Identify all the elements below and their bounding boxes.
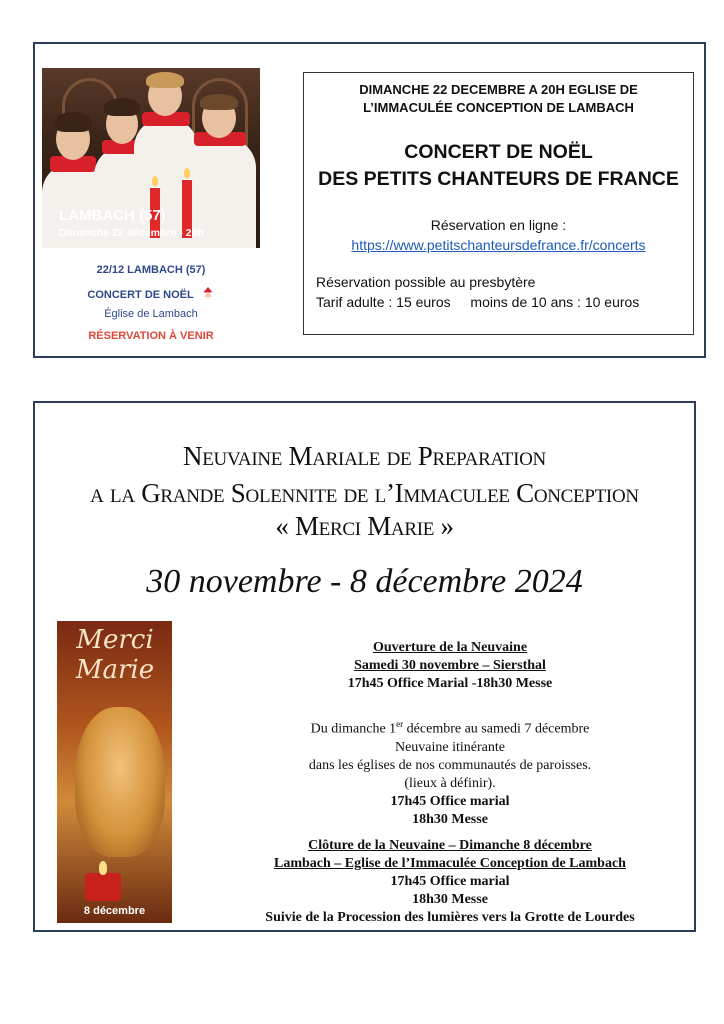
- neuvaine-box: [33, 401, 696, 932]
- itinerant-dates-end: décembre au samedi 7 décembre: [403, 721, 590, 737]
- concert-header: [304, 81, 693, 117]
- tariff-adult: Tarif adulte : 15 euros: [316, 294, 451, 310]
- itinerant-dates-start: Du dimanche 1: [310, 721, 397, 737]
- promo-date-city: 22/12 LAMBACH (57): [96, 264, 206, 276]
- poster-date: 8 décembre: [83, 905, 146, 917]
- neuvaine-dates: 30 novembre - 8 décembre 2024: [146, 563, 583, 600]
- neuvaine-title-line2: a la Grande Solennite de l’Immaculee Conception: [90, 478, 639, 508]
- poster-title: [63, 625, 167, 685]
- promo-reservation-status: RÉSERVATION À VENIR: [88, 330, 214, 342]
- opening-date: Samedi 30 novembre – Siersthal: [354, 658, 546, 673]
- tariff-info: [316, 272, 639, 312]
- itinerant-dates: [230, 715, 670, 739]
- promo-church: Église de Lambach: [104, 308, 198, 320]
- mary-statue-face: [75, 707, 165, 857]
- candle-flame: [184, 168, 190, 178]
- opening-section: [230, 639, 670, 693]
- tariff-line: [316, 292, 639, 312]
- closing-office: 17h45 Office marial: [390, 874, 510, 889]
- merci-marie-poster: [57, 621, 172, 923]
- candle-flame: [152, 176, 158, 186]
- online-reservation: [304, 215, 693, 255]
- promo-concert-text: CONCERT DE NOËL: [87, 289, 194, 301]
- neuvaine-title-line1: Neuvaine Mariale de Preparation: [183, 441, 546, 471]
- santa-icon: [201, 286, 215, 300]
- neuvaine-title-line3: « Merci Marie »: [275, 511, 454, 541]
- closing-title: Clôture de la Neuvaine – Dimanche 8 décembre: [308, 838, 592, 853]
- concert-header-line: L’IMMACULÉE CONCEPTION DE LAMBACH: [363, 100, 634, 115]
- closing-mass: 18h30 Messe: [412, 892, 488, 907]
- concert-title-line: DES PETITS CHANTEURS DE FRANCE: [318, 168, 679, 190]
- photo-city-label: LAMBACH (57): [59, 207, 166, 224]
- presbytere-reservation: Réservation possible au presbytère: [316, 274, 536, 290]
- itinerant-label: Neuvaine itinérante: [394, 739, 505, 755]
- candle: [85, 873, 121, 901]
- ordinal-suffix: er: [396, 719, 404, 729]
- closing-section: [230, 837, 670, 927]
- concert-promo-card: [42, 68, 260, 346]
- concert-header-line: DIMANCHE 22 DECEMBRE A 20H EGLISE DE: [359, 82, 638, 97]
- poster-title-line: Merci: [76, 625, 154, 655]
- reservation-label: Réservation en ligne :: [430, 217, 567, 233]
- itinerant-section: [230, 715, 670, 829]
- concert-box: [33, 42, 706, 358]
- closing-procession: Suivie de la Procession des lumières vers la Grotte de Lourdes: [265, 910, 635, 925]
- itinerant-location: dans les églises de nos communautés de paroisses.: [308, 757, 592, 773]
- concert-info-panel: [303, 72, 694, 335]
- closing-location: Lambach – Eglise de l’Immaculée Conception de Lambach: [274, 856, 626, 871]
- itinerant-mass: 18h30 Messe: [412, 811, 488, 827]
- poster-title-line: Marie: [75, 655, 155, 685]
- candle-flame: [99, 861, 107, 875]
- promo-concert-title: [42, 286, 260, 301]
- opening-schedule: 17h45 Office Marial -18h30 Messe: [347, 676, 553, 691]
- reservation-link[interactable]: https://www.petitschanteursdefrance.fr/concerts: [351, 237, 646, 253]
- opening-title: Ouverture de la Neuvaine: [372, 640, 528, 655]
- concert-title-line: CONCERT DE NOËL: [404, 141, 593, 163]
- itinerant-note: (lieux à définir).: [404, 775, 496, 791]
- tariff-child: moins de 10 ans : 10 euros: [470, 294, 640, 310]
- photo-date-label: Dimanche 22 décembre - 20h: [59, 227, 204, 239]
- concert-title: [304, 139, 693, 193]
- choir-photo: [42, 68, 260, 248]
- itinerant-office: 17h45 Office marial: [390, 793, 510, 809]
